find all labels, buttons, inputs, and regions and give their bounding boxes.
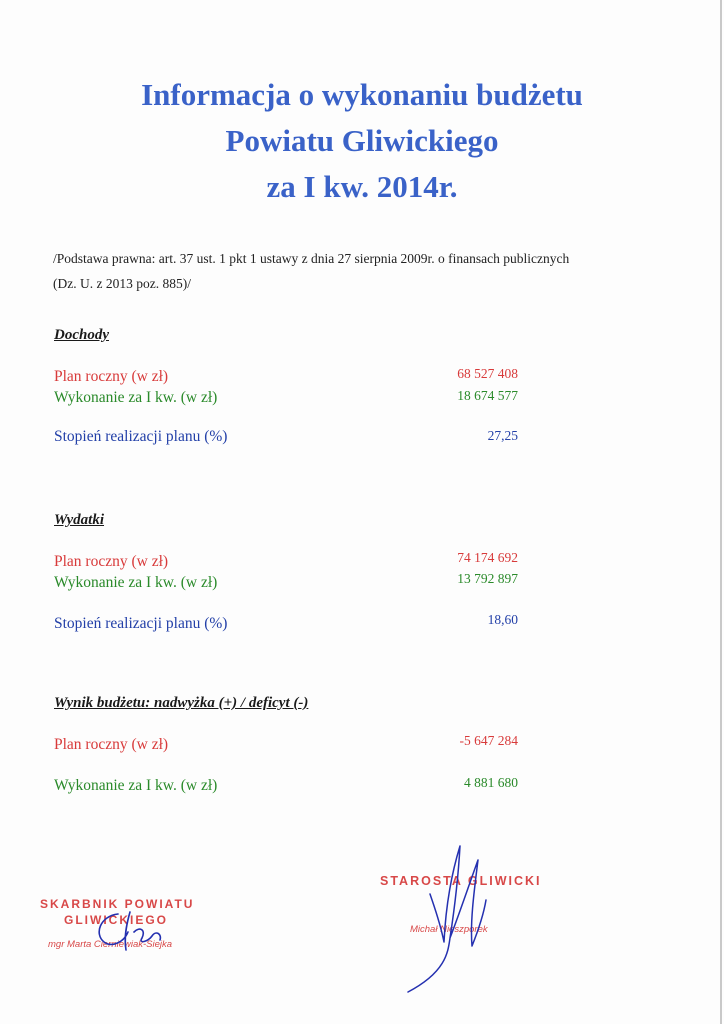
result-plan-value: -5 647 284 [459, 733, 518, 748]
title-line-2: Powiatu Gliwickiego [225, 123, 499, 158]
result-plan-label: Plan roczny (w zł) [54, 736, 169, 753]
expenses-exec-value: 13 792 897 [457, 571, 518, 586]
income-plan-value: 68 527 408 [457, 366, 518, 381]
starosta-stamp-title: STAROSTA GLIWICKI [380, 874, 542, 888]
expenses-exec-label: Wykonanie za I kw. (w zł) [54, 574, 218, 591]
income-ratio-label: Stopień realizacji planu (%) [54, 428, 228, 445]
treasurer-signature [90, 902, 180, 962]
legal-basis-line-2: (Dz. U. z 2013 poz. 885)/ [53, 276, 191, 291]
income-exec-value: 18 674 577 [457, 388, 518, 403]
treasurer-stamp-line-2: GLIWICKIEGO [64, 913, 168, 927]
title-line-1: Informacja o wykonaniu budżetu [141, 77, 583, 112]
income-plan-label: Plan roczny (w zł) [54, 368, 169, 385]
result-exec-label: Wykonanie za I kw. (w zł) [54, 777, 218, 794]
treasurer-stamp-line-1: SKARBNIK POWIATU [40, 897, 195, 911]
treasurer-stamp-name: mgr Marta Cierniewiak-Siejka [48, 939, 173, 950]
starosta-signature [400, 842, 510, 1002]
legal-basis-line-1: /Podstawa prawna: art. 37 ust. 1 pkt 1 ustawy z dnia 27 sierpnia 2009r. o finansach publicznych [53, 251, 570, 266]
income-heading: Dochody [54, 327, 109, 343]
result-heading: Wynik budżetu: nadwyżka (+) / deficyt (-) [54, 695, 309, 711]
legal-basis [53, 246, 633, 296]
expenses-plan-label: Plan roczny (w zł) [54, 553, 169, 570]
result-exec-value: 4 881 680 [464, 775, 518, 790]
expenses-ratio-value: 18,60 [487, 612, 518, 627]
title-line-3: za I kw. 2014r. [266, 169, 458, 204]
income-ratio-value: 27,25 [487, 428, 518, 443]
starosta-stamp-name: Michał Nieszporek [410, 924, 488, 935]
income-exec-label: Wykonanie za I kw. (w zł) [54, 389, 218, 406]
expenses-heading: Wydatki [54, 512, 105, 528]
document-title [0, 72, 724, 210]
expenses-ratio-label: Stopień realizacji planu (%) [54, 615, 228, 632]
expenses-plan-value: 74 174 692 [457, 550, 518, 565]
